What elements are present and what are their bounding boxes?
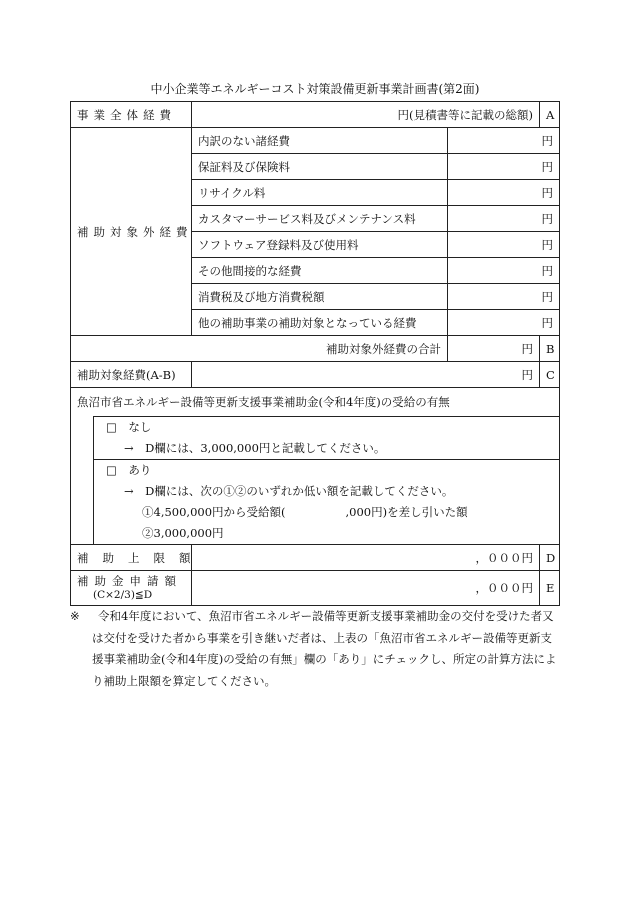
request-amount[interactable]: ，０００円: [192, 571, 540, 606]
excluded-item: 保証料及び保険料: [192, 154, 448, 180]
letter-e: E: [540, 571, 560, 606]
letter-d: D: [540, 545, 560, 571]
excluded-total-amount[interactable]: 円: [448, 336, 540, 362]
eligible-cost-label: 補助対象経費(A-B): [71, 362, 192, 388]
excluded-item: その他間接的な経費: [192, 258, 448, 284]
option-none-box: [93, 416, 559, 460]
option-yes-item-1-a: ①4,500,000円から受給額(: [142, 505, 286, 519]
request-label: 補助金申請額: [77, 574, 182, 588]
total-cost-row: [71, 102, 560, 128]
excluded-cost-label: 補助対象外経費: [71, 128, 192, 336]
excluded-item-amount[interactable]: 円: [448, 284, 560, 310]
excluded-item: 内訳のない諸経費: [192, 128, 448, 154]
option-none-note: → D欄には、3,000,000円と記載してください。: [124, 441, 386, 455]
excluded-item-amount[interactable]: 円: [448, 310, 560, 336]
option-yes-box: [93, 460, 559, 544]
excluded-item: 他の補助事業の補助対象となっている経費: [192, 310, 448, 336]
excluded-total-row: [71, 336, 560, 362]
footnote: [70, 606, 562, 692]
subsidy-history-row: [71, 388, 560, 545]
excluded-item-amount[interactable]: 円: [448, 258, 560, 284]
option-yes-note: → D欄には、次の①②のいずれか低い額を記載してください。: [124, 484, 454, 498]
option-yes-item-1: [94, 502, 559, 523]
excluded-total-label: 補助対象外経費の合計: [71, 336, 448, 362]
total-cost-label: 事業全体経費: [71, 102, 192, 128]
excluded-item: 消費税及び地方消費税額: [192, 284, 448, 310]
request-formula: (C×2/3)≦D: [93, 589, 153, 601]
excluded-item-amount[interactable]: 円: [448, 180, 560, 206]
option-yes-item-1-b: ,000円)を差し引いた額: [345, 505, 468, 519]
limit-row: [71, 545, 560, 571]
footnote-mark: ※: [70, 609, 80, 623]
subsidy-question: 魚沼市省エネルギー設備等更新支援事業補助金(令和4年度)の受給の有無: [77, 395, 450, 409]
letter-b: B: [540, 336, 560, 362]
excluded-item: カスタマーサービス料及びメンテナンス料: [192, 206, 448, 232]
total-cost-field[interactable]: 円(見積書等に記載の総額): [192, 102, 540, 128]
excluded-item: ソフトウェア登録料及び使用料: [192, 232, 448, 258]
letter-c: C: [540, 362, 560, 388]
eligible-cost-amount[interactable]: 円: [192, 362, 540, 388]
excluded-item: リサイクル料: [192, 180, 448, 206]
eligible-cost-row: [71, 362, 560, 388]
excluded-item-amount[interactable]: 円: [448, 128, 560, 154]
footnote-text: 令和4年度において、魚沼市省エネルギー設備等更新支援事業補助金の交付を受けた者又は交付を受けた者から事業を引き継いだ者は、上表の「魚沼市省エネルギー設備等更新支援事業補助金(令和4年度)の受給の有無」欄の「あり」にチェックし、所定の計算方法により補助上限額を算定してください。: [92, 609, 557, 688]
request-label-cell: [71, 571, 192, 606]
limit-amount[interactable]: ，０００円: [192, 545, 540, 571]
request-row: [71, 571, 560, 606]
page-title: 中小企業等エネルギーコスト対策設備更新事業計画書(第2面): [150, 82, 480, 96]
limit-label: 補助上限額: [71, 545, 192, 571]
excluded-item-amount[interactable]: 円: [448, 232, 560, 258]
excluded-item-amount[interactable]: 円: [448, 154, 560, 180]
letter-a: A: [540, 102, 560, 128]
excluded-item-amount[interactable]: 円: [448, 206, 560, 232]
option-none-checkbox[interactable]: □ なし: [106, 420, 152, 434]
plan-form-table: [70, 101, 560, 606]
option-yes-checkbox[interactable]: □ あり: [106, 463, 152, 477]
option-yes-item-2: ②3,000,000円: [142, 526, 224, 540]
